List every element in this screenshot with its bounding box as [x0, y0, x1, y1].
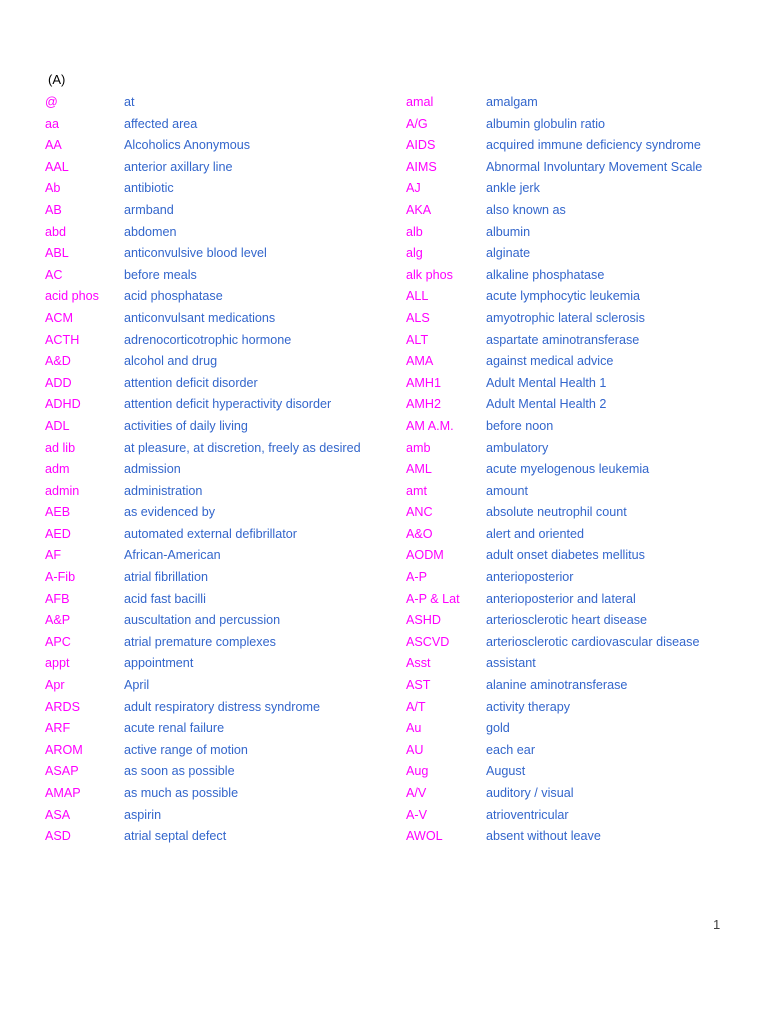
- abbreviation-row: [45, 740, 385, 762]
- abbreviation-meaning: acute lymphocytic leukemia: [486, 289, 640, 304]
- abbreviation-list-right: [406, 92, 736, 848]
- abbreviation: Au: [406, 721, 422, 736]
- abbreviation: Apr: [45, 678, 65, 693]
- abbreviation: ACTH: [45, 332, 80, 347]
- abbreviation-row: [406, 545, 736, 567]
- abbreviation-meaning: as evidenced by: [124, 505, 216, 520]
- abbreviation-meaning: administration: [124, 483, 203, 498]
- abbreviation: A-P: [406, 570, 427, 585]
- abbreviation-meaning: atrial premature complexes: [124, 634, 276, 649]
- abbreviation-meaning: acid fast bacilli: [124, 591, 206, 606]
- abbreviation-row: [45, 243, 385, 265]
- abbreviation-meaning: as soon as possible: [124, 764, 235, 779]
- abbreviation: amb: [406, 440, 431, 455]
- abbreviation: @: [45, 95, 58, 109]
- abbreviation-meaning: albumin globulin ratio: [486, 116, 606, 131]
- abbreviation: AIDS: [406, 138, 436, 153]
- abbreviation-row: [45, 92, 385, 114]
- abbreviation-row: [45, 330, 385, 352]
- abbreviation: ADL: [45, 418, 70, 433]
- abbreviation-row: [406, 589, 736, 611]
- abbreviation: AF: [45, 548, 62, 563]
- abbreviation-row: [45, 567, 385, 589]
- abbreviation-row: [45, 135, 385, 157]
- abbreviation-meaning: as much as possible: [124, 786, 239, 800]
- abbreviation-meaning: active range of motion: [124, 742, 248, 757]
- abbreviation: AB: [45, 202, 62, 217]
- abbreviation-row: [45, 697, 385, 719]
- abbreviation-row: [406, 826, 736, 848]
- abbreviation: AM A.M.: [406, 418, 454, 433]
- abbreviation: A/G: [406, 116, 428, 131]
- abbreviation-row: [406, 718, 736, 740]
- abbreviation-row: [45, 805, 385, 827]
- abbreviation-meaning: acquired immune deficiency syndrome: [486, 138, 701, 153]
- abbreviation-meaning: African-American: [124, 548, 221, 563]
- abbreviation: abd: [45, 224, 67, 239]
- abbreviation-meaning: Alcoholics Anonymous: [124, 138, 251, 153]
- abbreviation-meaning: amyotrophic lateral sclerosis: [486, 310, 645, 325]
- abbreviation-row: [406, 524, 736, 546]
- abbreviation-meaning: armband: [124, 202, 174, 217]
- abbreviation: alb: [406, 224, 423, 239]
- abbreviation-row: [406, 632, 736, 654]
- abbreviation-meaning: absolute neutrophil count: [486, 505, 627, 520]
- abbreviation: ACM: [45, 310, 73, 325]
- abbreviation: Aug: [406, 764, 429, 779]
- abbreviation-row: [45, 545, 385, 567]
- abbreviation-meaning: before noon: [486, 418, 554, 433]
- abbreviation: ad lib: [45, 440, 76, 455]
- abbreviation: ARF: [45, 721, 71, 736]
- abbreviation-row: [45, 222, 385, 244]
- abbreviation-row: [406, 178, 736, 200]
- abbreviation-meaning: adult onset diabetes mellitus: [486, 548, 645, 563]
- abbreviation-row: [406, 567, 736, 589]
- abbreviation: ADD: [45, 375, 72, 390]
- abbreviation-row: [406, 761, 736, 783]
- abbreviation: APC: [45, 634, 71, 649]
- abbreviation-row: [406, 373, 736, 395]
- abbreviation: AIMS: [406, 159, 437, 174]
- abbreviation-row: [406, 740, 736, 762]
- abbreviation: A&D: [45, 354, 71, 369]
- abbreviation-row: [45, 178, 385, 200]
- abbreviation-meaning: assistant: [486, 656, 536, 671]
- abbreviation: alg: [406, 246, 423, 261]
- abbreviation-meaning: at pleasure, at discretion, freely as desired: [124, 440, 361, 455]
- abbreviation: A-Fib: [45, 570, 76, 585]
- abbreviation-meaning: anterioposterior and lateral: [486, 591, 636, 606]
- abbreviation-meaning: before meals: [124, 267, 197, 282]
- abbreviation-row: [45, 502, 385, 524]
- abbreviation-row: [45, 286, 385, 308]
- abbreviation-meaning: acute renal failure: [124, 721, 225, 736]
- abbreviation: AFB: [45, 591, 70, 606]
- abbreviation-row: [45, 200, 385, 222]
- abbreviation-meaning: alcohol and drug: [124, 354, 218, 369]
- abbreviation-meaning: August: [486, 764, 526, 779]
- abbreviation: A-P & Lat: [406, 591, 460, 606]
- abbreviation-meaning: gold: [486, 721, 510, 736]
- abbreviation-meaning: adrenocorticotrophic hormone: [124, 332, 292, 347]
- abbreviation-row: [406, 330, 736, 352]
- abbreviation-row: [45, 394, 385, 416]
- abbreviation-meaning: atrial fibrillation: [124, 570, 208, 585]
- abbreviation-meaning: ambulatory: [486, 440, 549, 455]
- abbreviation: AEB: [45, 505, 71, 520]
- abbreviation-meaning: alkaline phosphatase: [486, 267, 605, 282]
- abbreviation-meaning: antibiotic: [124, 181, 174, 196]
- abbreviation-meaning: absent without leave: [486, 829, 601, 844]
- abbreviation-meaning: auscultation and percussion: [124, 613, 281, 628]
- abbreviation-meaning: anterior axillary line: [124, 159, 233, 174]
- abbreviation-row: [45, 416, 385, 438]
- abbreviation-meaning: each ear: [486, 742, 536, 757]
- abbreviation: ADHD: [45, 397, 81, 412]
- section-label: (A): [48, 72, 66, 87]
- abbreviation-meaning: attention deficit hyperactivity disorder: [124, 397, 332, 412]
- abbreviation-meaning: ankle jerk: [486, 181, 540, 196]
- abbreviation-row: [45, 761, 385, 783]
- abbreviation-row: [406, 783, 736, 805]
- abbreviation: ASD: [45, 829, 71, 844]
- abbreviation-meaning: also known as: [486, 202, 566, 217]
- abbreviation: AAL: [45, 159, 69, 174]
- abbreviation: Asst: [406, 656, 431, 671]
- abbreviation-row: [406, 157, 736, 179]
- abbreviation-row: [406, 265, 736, 287]
- abbreviation-row: [406, 308, 736, 330]
- abbreviation-row: [45, 373, 385, 395]
- abbreviation-meaning: abdomen: [124, 224, 177, 239]
- abbreviation-row: [45, 114, 385, 136]
- abbreviation-meaning: automated external defibrillator: [124, 526, 297, 541]
- abbreviation: AC: [45, 267, 63, 282]
- abbreviation-row: [406, 481, 736, 503]
- abbreviation-meaning: aspartate aminotransferase: [486, 332, 640, 347]
- abbreviation: ARDS: [45, 699, 80, 714]
- abbreviation: acid phos: [45, 289, 99, 304]
- abbreviation-row: [406, 805, 736, 827]
- abbreviation: ASA: [45, 807, 71, 822]
- abbreviation-row: [45, 459, 385, 481]
- abbreviation-row: [406, 114, 736, 136]
- abbreviation-row: [45, 632, 385, 654]
- abbreviation-meaning: activities of daily living: [124, 418, 248, 433]
- abbreviation: AJ: [406, 181, 421, 196]
- abbreviation-row: [406, 675, 736, 697]
- abbreviation-row: [45, 718, 385, 740]
- abbreviation-meaning: arteriosclerotic cardiovascular disease: [486, 634, 700, 649]
- abbreviation-meaning: amalgam: [486, 95, 538, 109]
- abbreviation-row: [45, 351, 385, 373]
- abbreviation: amal: [406, 95, 434, 109]
- abbreviation: AML: [406, 462, 432, 477]
- abbreviation: A&O: [406, 526, 433, 541]
- abbreviation-row: [45, 265, 385, 287]
- abbreviation: A/T: [406, 699, 426, 714]
- abbreviation: A/V: [406, 786, 427, 800]
- abbreviation: AMA: [406, 354, 434, 369]
- page-number: 1: [713, 917, 721, 932]
- abbreviation: ABL: [45, 246, 69, 261]
- abbreviation-meaning: atrial septal defect: [124, 829, 227, 844]
- abbreviation-row: [45, 826, 385, 848]
- abbreviation-row: [45, 610, 385, 632]
- abbreviation-meaning: alert and oriented: [486, 526, 585, 541]
- abbreviation-row: [45, 481, 385, 503]
- abbreviation: alk phos: [406, 267, 453, 282]
- abbreviation: ALS: [406, 310, 430, 325]
- abbreviation-meaning: activity therapy: [486, 699, 570, 714]
- abbreviation: AROM: [45, 742, 83, 757]
- abbreviation: AMH1: [406, 375, 441, 390]
- abbreviation-meaning: against medical advice: [486, 354, 614, 369]
- abbreviation-meaning: aspirin: [124, 807, 162, 822]
- abbreviation-meaning: Abnormal Involuntary Movement Scale: [486, 159, 703, 174]
- abbreviation: ASHD: [406, 613, 441, 628]
- abbreviation: adm: [45, 462, 70, 477]
- abbreviation: ANC: [406, 505, 433, 520]
- abbreviation: A&P: [45, 613, 71, 628]
- abbreviation-meaning: Adult Mental Health 1: [486, 375, 607, 390]
- abbreviation: AKA: [406, 202, 432, 217]
- abbreviation: AMAP: [45, 786, 81, 800]
- abbreviation: appt: [45, 656, 70, 671]
- abbreviation-meaning: acid phosphatase: [124, 289, 223, 304]
- abbreviation-row: [45, 783, 385, 805]
- abbreviation-list-left: [45, 92, 385, 848]
- abbreviation-meaning: anticonvulsive blood level: [124, 246, 267, 261]
- abbreviation-meaning: albumin: [486, 224, 531, 239]
- abbreviation: AODM: [406, 548, 444, 563]
- abbreviation-meaning: April: [124, 678, 150, 693]
- abbreviation-row: [406, 135, 736, 157]
- abbreviation-meaning: acute myelogenous leukemia: [486, 462, 650, 477]
- abbreviation: AST: [406, 678, 431, 693]
- abbreviation-row: [45, 438, 385, 460]
- abbreviation: admin: [45, 483, 80, 498]
- abbreviation-row: [406, 351, 736, 373]
- abbreviation-row: [406, 459, 736, 481]
- abbreviation-row: [45, 157, 385, 179]
- abbreviation-meaning: Adult Mental Health 2: [486, 397, 607, 412]
- abbreviation-meaning: at: [124, 95, 135, 109]
- abbreviation: ALT: [406, 332, 429, 347]
- abbreviation: ASAP: [45, 764, 79, 779]
- abbreviation: Ab: [45, 181, 61, 196]
- abbreviation: AU: [406, 742, 424, 757]
- abbreviation-meaning: alginate: [486, 246, 531, 261]
- abbreviation-row: [406, 92, 736, 114]
- abbreviation-row: [406, 416, 736, 438]
- abbreviation-row: [45, 653, 385, 675]
- abbreviation: ASCVD: [406, 634, 450, 649]
- abbreviation-meaning: attention deficit disorder: [124, 375, 258, 390]
- abbreviation-meaning: alanine aminotransferase: [486, 678, 628, 693]
- abbreviation-meaning: admission: [124, 462, 181, 477]
- abbreviation-row: [406, 653, 736, 675]
- abbreviation: aa: [45, 116, 60, 131]
- abbreviation-meaning: arteriosclerotic heart disease: [486, 613, 647, 628]
- abbreviation-row: [406, 286, 736, 308]
- abbreviation-row: [45, 524, 385, 546]
- abbreviation-row: [45, 675, 385, 697]
- abbreviation-meaning: anticonvulsant medications: [124, 310, 276, 325]
- abbreviation-row: [406, 502, 736, 524]
- abbreviation: AA: [45, 138, 62, 153]
- abbreviation-row: [406, 222, 736, 244]
- abbreviation-meaning: anterioposterior: [486, 570, 574, 585]
- abbreviation: AMH2: [406, 397, 441, 412]
- abbreviation-row: [406, 243, 736, 265]
- abbreviation: ALL: [406, 289, 429, 304]
- abbreviation-row: [45, 589, 385, 611]
- abbreviation-meaning: appointment: [124, 656, 194, 671]
- abbreviation-row: [406, 394, 736, 416]
- abbreviation-row: [406, 610, 736, 632]
- abbreviation-meaning: affected area: [124, 116, 198, 131]
- abbreviation-row: [45, 308, 385, 330]
- abbreviation: AWOL: [406, 829, 443, 844]
- abbreviation: amt: [406, 483, 427, 498]
- abbreviation-meaning: atrioventricular: [486, 807, 569, 822]
- abbreviation-meaning: amount: [486, 483, 529, 498]
- abbreviation-row: [406, 200, 736, 222]
- abbreviation-row: [406, 697, 736, 719]
- abbreviation-row: [406, 438, 736, 460]
- abbreviation-meaning: adult respiratory distress syndrome: [124, 699, 320, 714]
- abbreviation: AED: [45, 526, 71, 541]
- abbreviation: A-V: [406, 807, 427, 822]
- abbreviation-meaning: auditory / visual: [486, 786, 574, 800]
